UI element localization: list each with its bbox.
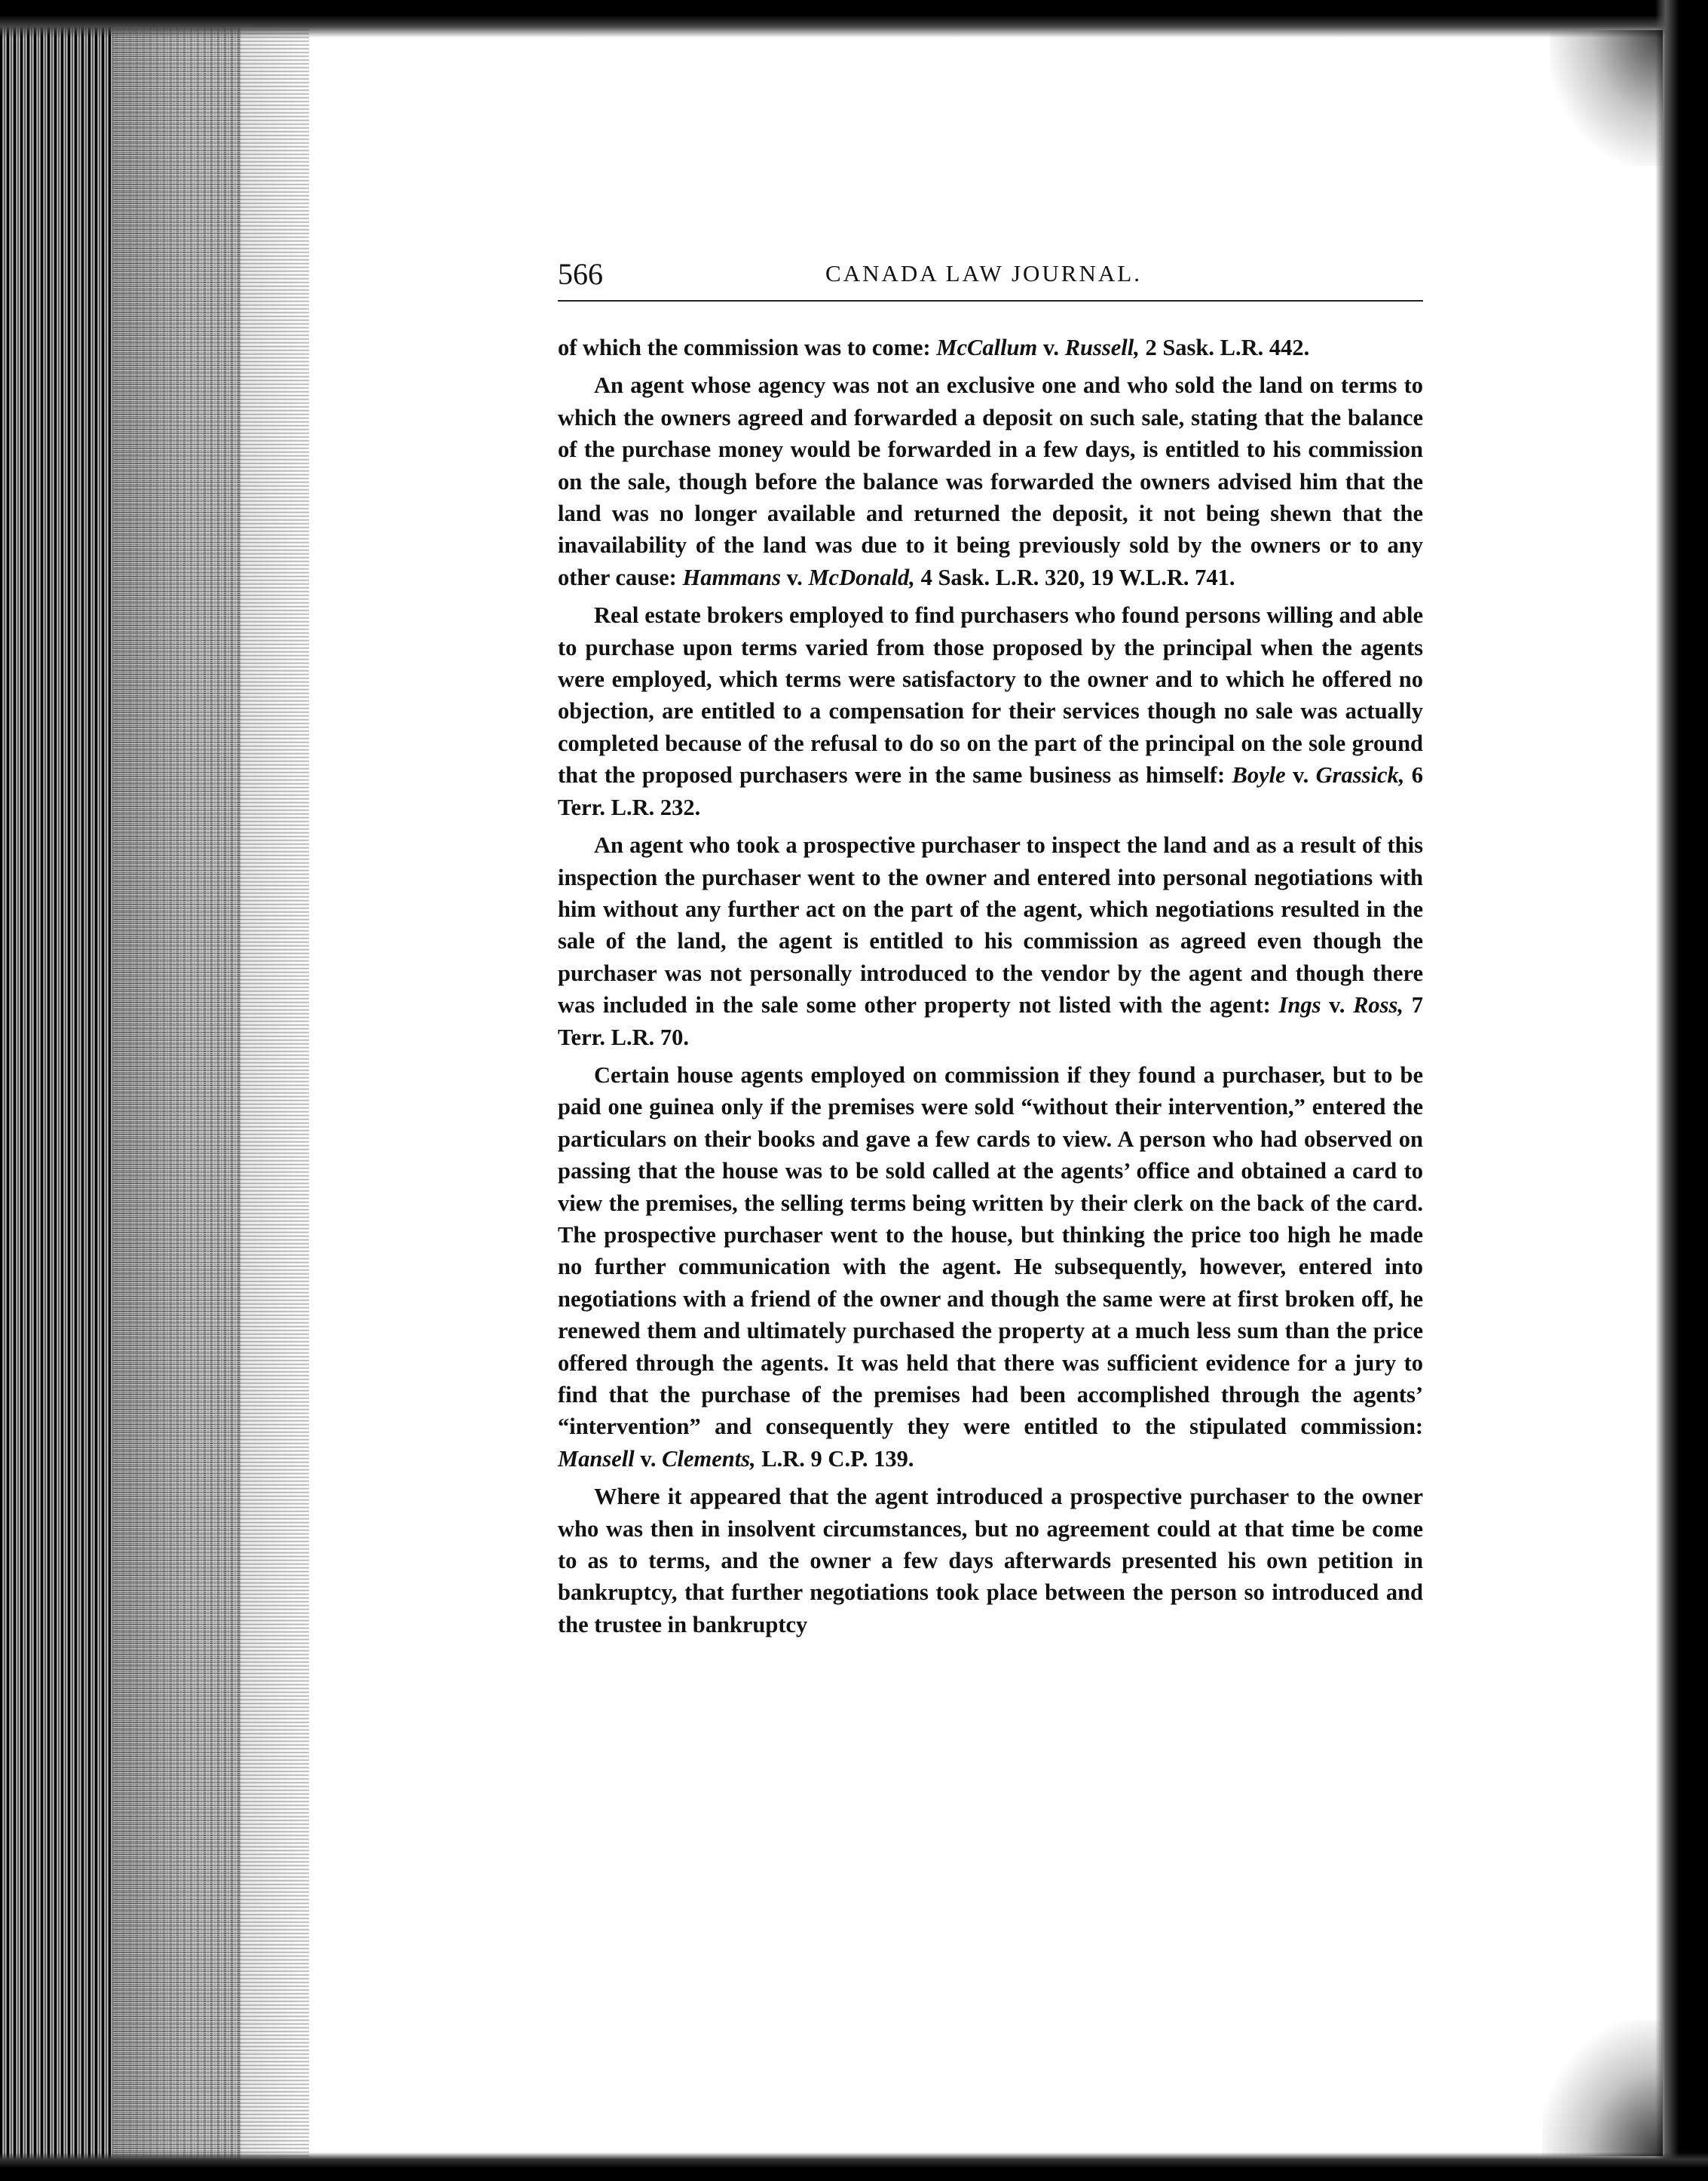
paragraph	[558, 332, 1423, 363]
text-run: of which the commission was to come:	[558, 335, 937, 360]
text-run: v.	[1285, 762, 1316, 789]
header-rule	[558, 300, 1423, 302]
text-run: 2 Sask. L.R. 442.	[1139, 335, 1310, 360]
text-run: An agent who took a prospective purchaser to inspect the land and as a result of this inspection the purchaser went to the owner and entered into personal negotiations with him without any further act on the part of the agent, which negotiations resulted in the sale of the land, the agent is entitled to his commission as agreed even though the purchaser was not personally introduced to the vendor by the agent and though there was included in the sale some other property not listed with the agent:	[558, 832, 1423, 1019]
text-run: Certain house agents employed on commission if they found a purchaser, but to be paid one guinea only if the premises were sold “without their intervention,” entered the particulars on their books and gave a few cards to view. A person who had observed on passing that the house was to be sold called at the agents’ office and obtained a card to view the premises, the selling terms being written by their clerk on the back of the card. The prospective purchaser went to the house, but thinking the price too high he made no further communication with the agent. He subsequently, however, entered into negotiations with a friend of the owner and though the same were at first broken off, he renewed them and ultimately purchased the property at a much less sum than the price offered through the agents. It was held that there was sufficient evidence for a jury to find that the purchase of the premises had been accomplished through the agents’ “intervention” and consequently they were entitled to the stipulated commission:	[558, 1061, 1423, 1440]
case-name: McCallum	[936, 335, 1038, 360]
paragraph	[558, 1059, 1423, 1475]
case-name: Clements,	[662, 1445, 756, 1472]
scan-bottom-edge	[0, 2152, 1708, 2181]
paragraph	[558, 599, 1423, 823]
case-name: Hammans	[682, 564, 781, 590]
text-run: 6 Terr. L.R. 232.	[558, 762, 1423, 820]
paragraph	[558, 369, 1423, 593]
page-number: 566	[558, 257, 603, 291]
case-name: McDonald,	[808, 564, 915, 590]
case-name: Boyle	[1232, 762, 1286, 789]
case-name: Ross,	[1353, 992, 1404, 1019]
case-name: Russell,	[1064, 335, 1140, 360]
text-run: v.	[780, 564, 809, 590]
scan-left-shadow	[113, 0, 309, 2181]
case-name: Mansell	[558, 1445, 635, 1472]
case-name: Ings	[1278, 992, 1321, 1019]
text-run: v.	[634, 1445, 663, 1472]
text-run: Where it appeared that the agent introduced a prospective purchaser to the owner who was then in insolvent circumstances, but no agreement could at that time be come to as to terms, and the owner a few days afterwards presented his own petition in bankruptcy, that further negotiations took place between the person so introduced and the trustee in bankruptcy	[558, 1484, 1423, 1637]
body-text	[558, 332, 1423, 1646]
text-run: 7 Terr. L.R. 70.	[558, 992, 1424, 1050]
text-run: v.	[1321, 992, 1354, 1019]
scan-corner-top-right	[1550, 30, 1663, 166]
scan-right-edge	[1655, 0, 1708, 2181]
case-name: Grassick,	[1315, 762, 1405, 789]
running-head: CANADA LAW JOURNAL.	[825, 260, 1142, 286]
text-run: 4 Sask. L.R. 320, 19 W.L.R. 741.	[914, 564, 1235, 590]
text-run: Real estate brokers employed to find purchasers who found persons willing and able to purchase upon terms varied from those proposed by the principal when the agents were employed, which terms were satisfactory to the owner and to which he offered no objection, are entitled to a compensation for their services though no sale was actually completed because of the refusal to do so on the part of the principal on the sole ground that the proposed purchasers were in the same business as himself:	[558, 602, 1423, 789]
paragraph	[558, 1481, 1423, 1640]
text-run: L.R. 9 C.P. 139.	[755, 1445, 914, 1472]
text-run: An agent whose agency was not an exclusive one and who sold the land on terms to which the owners agreed and forwarded a deposit on such sale, stating that the balance of the purchase money would be forwarded in a few days, is entitled to his commission on the sale, though before the balance was forwarded the owners advised him that the land was no longer available and returned the deposit, it not being shewn that the inavailability of the land was due to it being previously sold by the owners or to any other cause:	[558, 372, 1423, 590]
scan-corner-bottom-right	[1542, 2020, 1663, 2156]
paragraph	[558, 829, 1423, 1053]
scan-top-edge	[0, 0, 1708, 38]
text-run: v.	[1037, 335, 1065, 360]
